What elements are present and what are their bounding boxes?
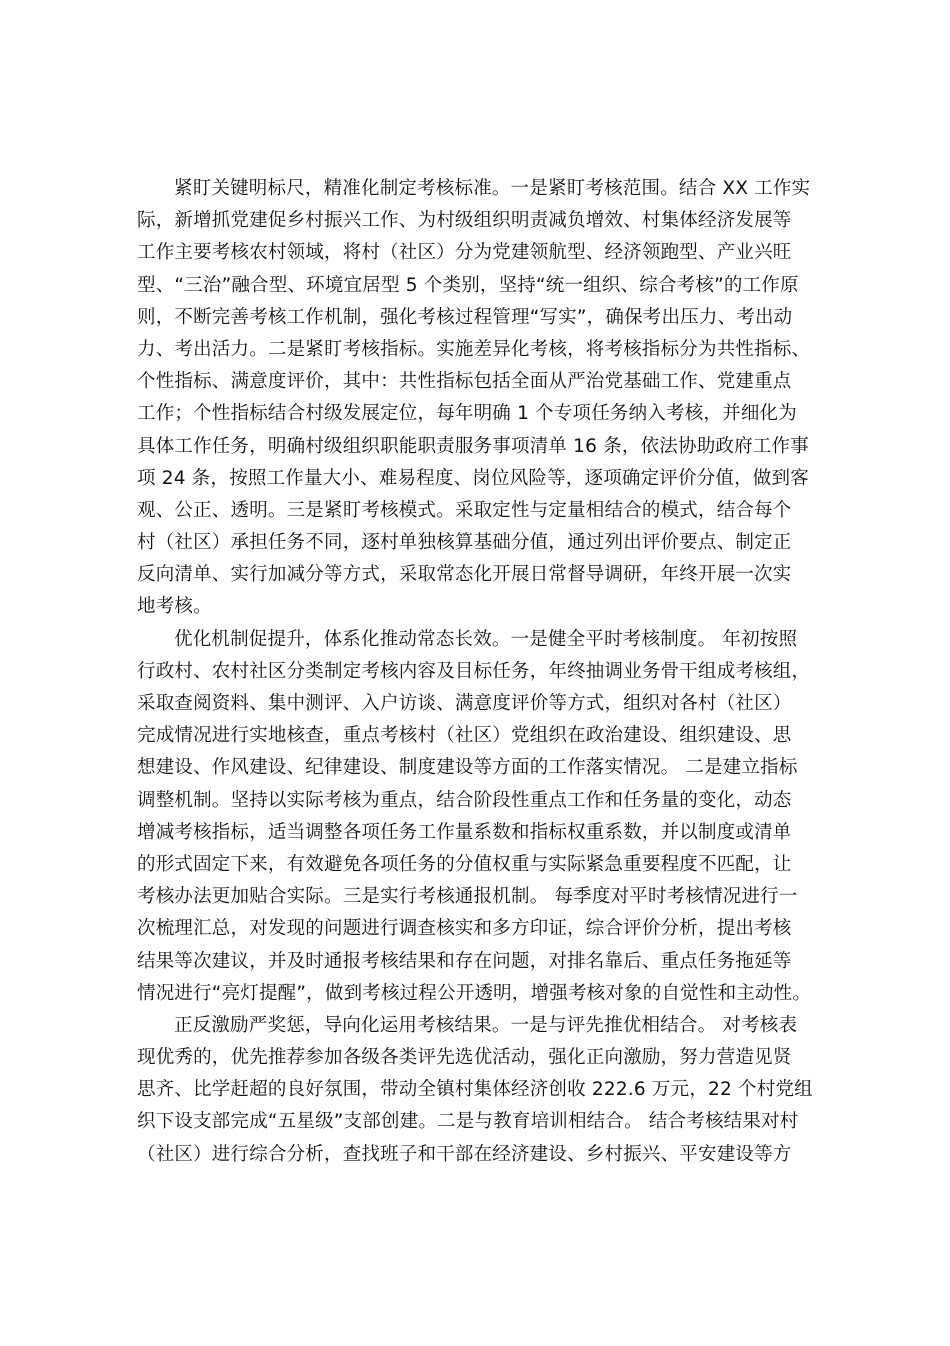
text-line: 村（社区）承担任务不同，逐村单独核算基础分值，通过列出评价要点、制定正 bbox=[137, 532, 792, 554]
paragraph-mechanism-optimization bbox=[137, 624, 837, 1010]
text-line: 想建设、作风建设、纪律建设、制度建设等方面的工作落实情况。 二是建立指标 bbox=[137, 757, 798, 779]
text-line: 调整机制。坚持以实际考核为重点，结合阶段性重点工作和任务量的变化，动态 bbox=[137, 789, 792, 811]
text-line: 优化机制促提升，体系化推动常态长效。一是健全平时考核制度。 年初按照 bbox=[174, 628, 798, 650]
text-line: 结果等次建议，并及时通报考核结果和存在问题，对排名靠后、重点任务拖延等 bbox=[137, 950, 792, 972]
text-line: 工作；个性指标结合村级发展定位，每年明确 1 个专项任务纳入考核，并细化为 bbox=[137, 403, 797, 425]
text-line: 思齐、比学赶超的良好氛围，带动全镇村集体经济创收 222.6 万元，22 个村党组 bbox=[137, 1079, 813, 1101]
text-line: 力、考出活力。二是紧盯考核指标。实施差异化考核，将考核指标分为共性指标、 bbox=[137, 338, 811, 360]
text-line: 观、公正、透明。三是紧盯考核模式。采取定性与定量相结合的模式，结合每个 bbox=[137, 499, 792, 521]
text-line: 项 24 条，按照工作量大小、难易程度、岗位风险等，逐项确定评价分值，做到客 bbox=[137, 467, 809, 489]
text-line: 紧盯关键明标尺，精准化制定考核标准。一是紧盯考核范围。结合 XX 工作实 bbox=[174, 178, 811, 199]
text-line: 则，不断完善考核工作机制，强化考核过程管理“写实”，确保考出压力、考出动 bbox=[137, 306, 793, 328]
text-line: 采取查阅资料、集中测评、入户访谈、满意度评价等方式，组织对各村（社区） bbox=[137, 693, 792, 714]
text-line: 反向清单、实行加减分等方式，采取常态化开展日常督导调研，年终开展一次实 bbox=[137, 564, 792, 586]
text-line: 际，新增抓党建促乡村振兴工作、为村级组织明责减负增效、村集体经济发展等 bbox=[137, 210, 792, 232]
text-line: 考核办法更加贴合实际。三是实行考核通报机制。 每季度对平时考核情况进行一 bbox=[137, 886, 798, 908]
text-line: 次梳理汇总，对发现的问题进行调查核实和多方印证，综合评价分析，提出考核 bbox=[137, 918, 792, 940]
text-line: 工作主要考核农村领域，将村（社区）分为党建领航型、经济领跑型、产业兴旺 bbox=[137, 242, 792, 264]
paragraph-assessment-standards bbox=[137, 173, 837, 624]
document-body bbox=[137, 173, 837, 1171]
text-line: 地考核。 bbox=[137, 596, 212, 618]
text-line: 行政村、农村社区分类制定考核内容及目标任务，年终抽调业务骨干组成考核组， bbox=[137, 660, 811, 682]
text-line: 完成情况进行实地核查，重点考核村（社区）党组织在政治建设、组织建设、思 bbox=[137, 725, 792, 747]
text-line: （社区）进行综合分析，查找班子和干部在经济建设、乡村振兴、平安建设等方 bbox=[137, 1143, 792, 1165]
text-line: 现优秀的，优先推荐参加各级各类评先选优活动，强化正向激励，努力营造见贤 bbox=[137, 1047, 792, 1069]
paragraph-incentives bbox=[137, 1010, 837, 1171]
text-line: 正反激励严奖惩，导向化运用考核结果。一是与评先推优相结合。 对考核表 bbox=[174, 1014, 798, 1036]
text-line: 情况进行“亮灯提醒”，做到考核过程公开透明，增强考核对象的自觉性和主动性。 bbox=[137, 982, 812, 1004]
text-line: 增减考核指标，适当调整各项任务工作量系数和指标权重系数，并以制度或清单 bbox=[137, 821, 792, 843]
text-line: 个性指标、满意度评价，其中：共性指标包括全面从严治党基础工作、党建重点 bbox=[137, 371, 792, 393]
text-line: 织下设支部完成“五星级”支部创建。二是与教育培训相结合。 结合考核结果对村 bbox=[137, 1111, 799, 1133]
text-line: 型、“三治”融合型、环境宜居型 5 个类别，坚持“统一组织、综合考核”的工作原 bbox=[137, 274, 799, 296]
text-line: 具体工作任务，明确村级组织职能职责服务事项清单 16 条，依法协助政府工作事 bbox=[137, 435, 809, 457]
text-line: 的形式固定下来，有效避免各项任务的分值权重与实际紧急重要程度不匹配，让 bbox=[137, 853, 792, 875]
